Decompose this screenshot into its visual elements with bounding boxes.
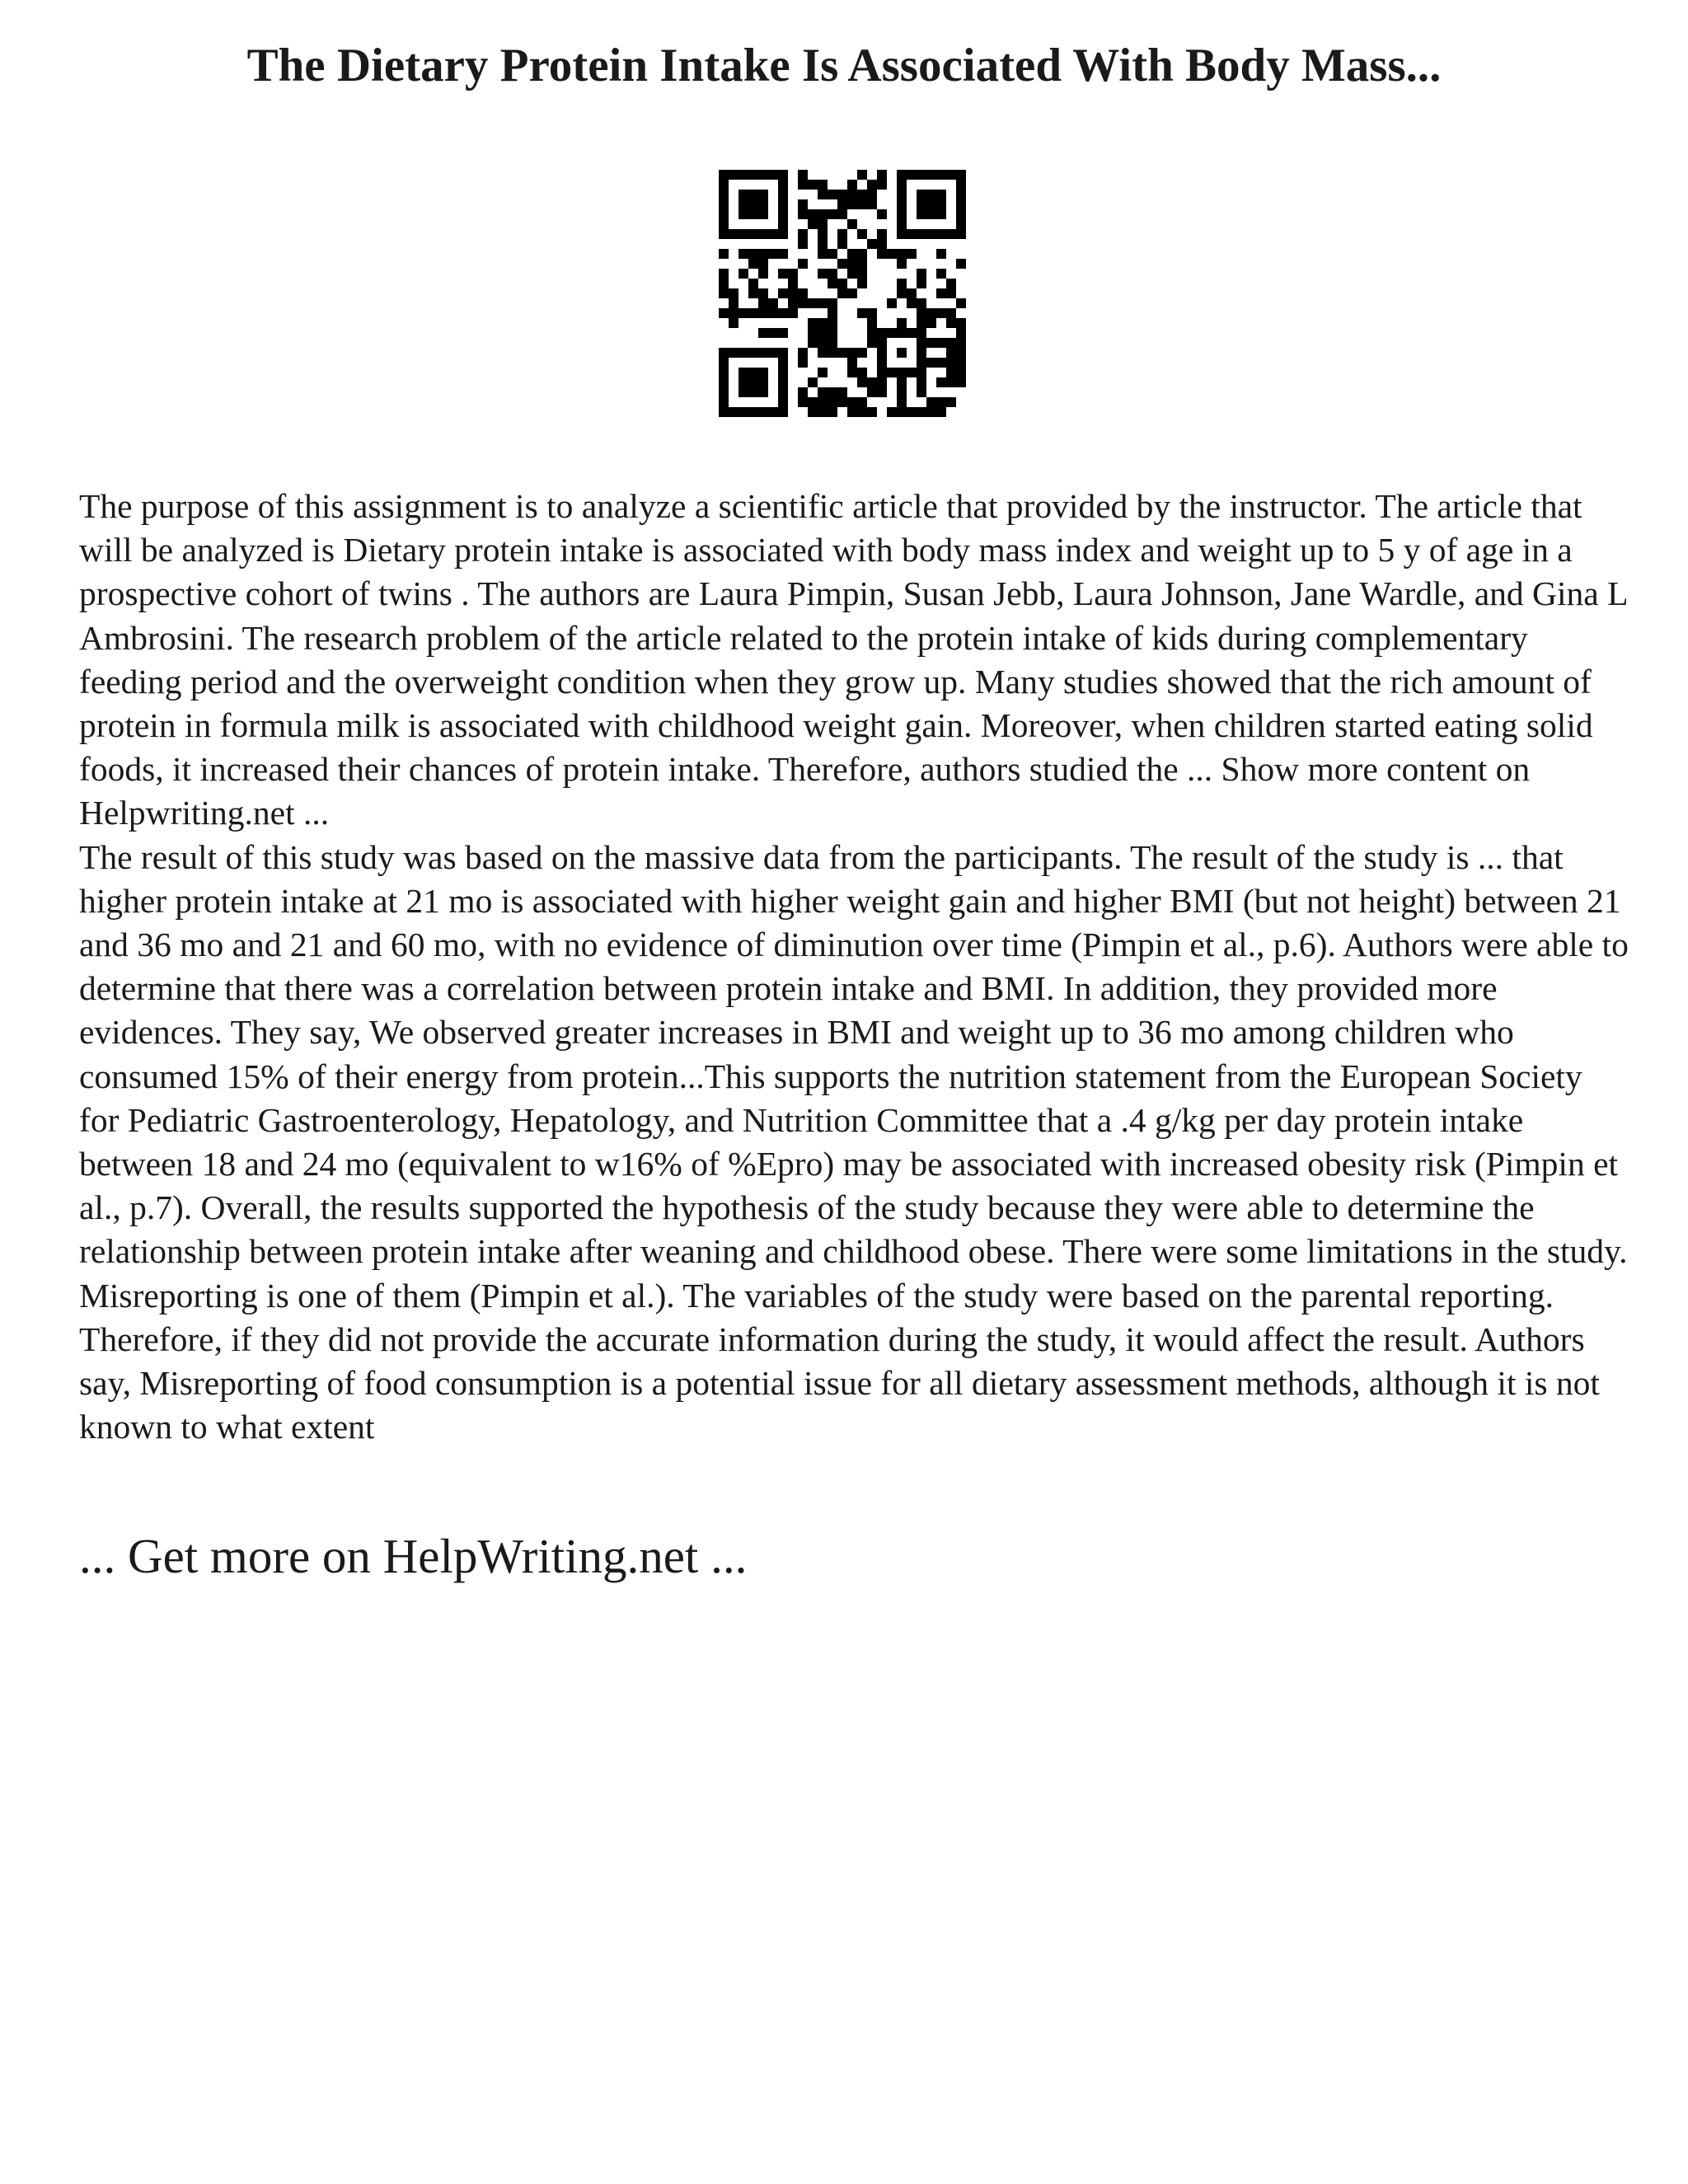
body-paragraph-results: The result of this study was based on the massive data from the participants. The result of the study is ... that higher protein intake at 21 mo is associated with higher weight gain and higher BMI (but not height) between 21 and 36 mo and 21 and 60 mo, with no evidence of diminution over time (Pimpin et al., p.6). Authors were able to determine that there was a correlation between protein intake and BMI. In addition, they provided more evidences. They say, We observed greater increases in BMI and weight up to 36 mo among children who consumed 15% of their energy from protein...This supports the nutrition statement from the European Society for Pediatric Gastroenterology, Hepatology, and Nutrition Committee that a .4 g/kg per day protein intake between 18 and 24 mo (equivalent to w16% of %Epro) may be associated with increased obesity risk (Pimpin et al., p.7). Overall, the results supported the hypothesis of the study because they were able to determine the relationship between protein intake after weaning and childhood obese. There were some limitations in the study. Misreporting is one of them (Pimpin et al.). The variables of the study were based on the parental reporting. Therefore, if they did not provide the accurate information during the study, it would affect the result. Authors say, Misreporting of food consumption is a potential issue for all dietary assessment methods, although it is not known to what extent <box>79 837 1629 1446</box>
qr-code-icon <box>719 170 966 417</box>
get-more-link[interactable]: ... Get more on HelpWriting.net ... <box>79 1529 748 1583</box>
document-body <box>79 485 1629 1449</box>
document-title: The Dietary Protein Intake Is Associated With Body Mass... <box>246 40 1442 91</box>
body-paragraph-intro: The purpose of this assignment is to analyze a scientific article that provided by the instructor. The article that will be analyzed is Dietary protein intake is associated with body mass index and weight up to 5 y of age in a prospective cohort of twins . The authors are Laura Pimpin, Susan Jebb, Laura Johnson, Jane Wardle, and Gina L Ambrosini. The research problem of the article related to the protein intake of kids during complementary feeding period and the overweight condition when they grow up. Many studies showed that the rich amount of protein in formula milk is associated with childhood weight gain. Moreover, when children started eating solid foods, it increased their chances of protein intake. Therefore, authors studied the ... Show more content on Helpwriting.net ... <box>79 487 1627 832</box>
